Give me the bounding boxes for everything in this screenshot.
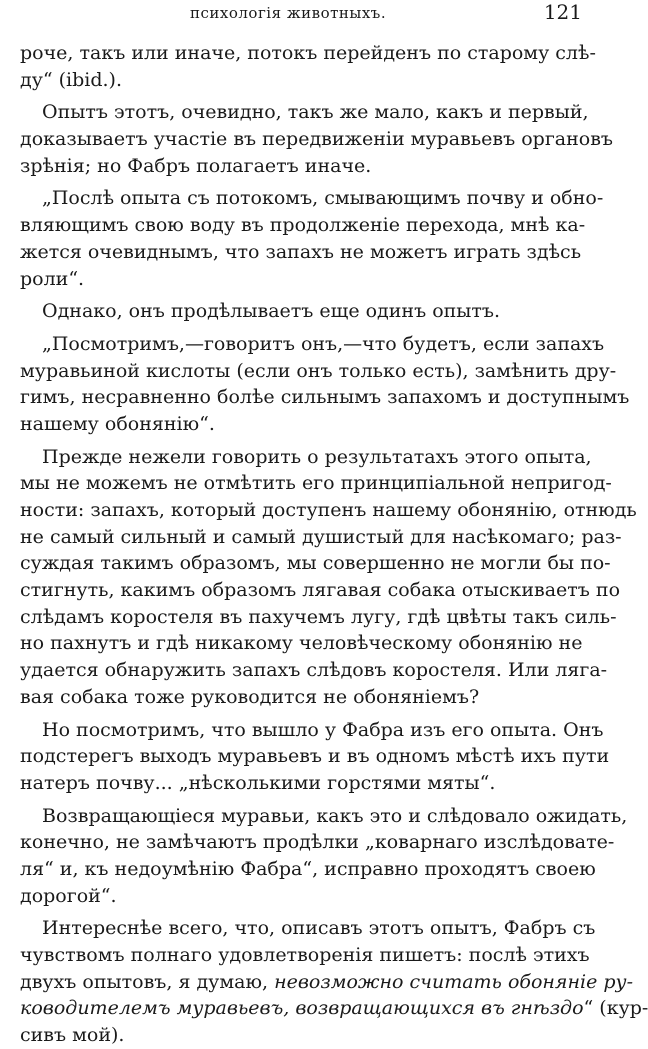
text-line: вая собака тоже руководится не обоняніемъ? (20, 685, 480, 708)
text-line: Прежде нежели говорить о результатахъ этого опыта, (42, 445, 592, 468)
text-line: мы не можемъ не отмѣтить его принципіальной непригод- (20, 472, 612, 495)
text-line: роли“. (20, 267, 85, 290)
text-line: зрѣнія; но Фабръ полагаетъ иначе. (20, 154, 372, 177)
text-line: но пахнутъ и гдѣ никакому человѣческому обонянію не (20, 632, 583, 655)
body-text (20, 40, 648, 1049)
text-line: суждая такимъ образомъ, мы совершенно не могли бы по- (20, 552, 611, 575)
text-line: роче, такъ или иначе, потокъ перейденъ по старому слѣ- (20, 42, 596, 64)
running-head: психологія животныхъ. (190, 4, 387, 22)
text-line: Но посмотримъ, что вышло у Фабра изъ его опыта. Онъ (42, 718, 604, 741)
text-line: стигнуть, какимъ образомъ лягавая собака отыскиваетъ по (20, 579, 621, 602)
text-line: не самый сильный и самый душистый для насѣкомаго; раз- (20, 525, 622, 548)
text-line: нашему обонянію“. (20, 412, 215, 435)
text-line: гимъ, несравненно болѣе сильнымъ запахомъ и доступнымъ (20, 386, 630, 409)
text-line: чувствомъ полнаго удовлетворенія пишетъ: послѣ этихъ (20, 944, 590, 966)
text-line: ля“ и, къ недоумѣнію Фабра“, исправно проходятъ своею (20, 857, 596, 880)
text-line: ности: запахъ, который доступенъ нашему обонянію, отнюдь (20, 499, 637, 521)
text-line: сивъ мой). (20, 1024, 125, 1047)
text-line: „Послѣ опыта съ потокомъ, смывающимъ почву и обно- (42, 187, 604, 210)
text-line: ду“ (ibid.). (20, 68, 123, 91)
text-line: слѣдамъ коростеля въ пахучемъ лугу, гдѣ цвѣты такъ силь- (20, 605, 617, 628)
text-line: удается обнаружить запахъ слѣдовъ коростеля. Или ляга- (20, 659, 608, 682)
text-line: Однако, онъ продѣлываетъ еще одинъ опытъ. (42, 300, 501, 323)
text-line: доказываетъ участіе въ передвиженіи муравьевъ органовъ (20, 128, 614, 151)
text-line: Возвращающіеся муравьи, какъ это и слѣдовало ожидать, (42, 804, 628, 827)
page-number: 121 (543, 0, 582, 24)
text-line: конечно, не замѣчаютъ продѣлки „коварнаго изслѣдовате- (20, 831, 615, 854)
text-line: Интереснѣе всего, что, описавъ этотъ опытъ, Фабръ съ (42, 917, 596, 940)
text-line: натеръ почву... „нѣсколькими горстями мяты“. (20, 771, 496, 794)
page-header (0, 0, 620, 26)
text-line: двухъ опытовъ, я думаю, невозможно считать обоняніе ру- (20, 970, 633, 993)
text-line: дорогой“. (20, 884, 117, 907)
text-line: „Посмотримъ,—говоритъ онъ,—что будетъ, если запахъ (42, 332, 605, 355)
text-line: вляющимъ свою воду въ продолженіе перехода, мнѣ ка- (20, 214, 586, 237)
text-line: подстерегъ выходъ муравьевъ и въ одномъ мѣстѣ ихъ пути (20, 745, 610, 768)
text-line: муравьиной кислоты (если онъ только есть), замѣнить дру- (20, 359, 617, 382)
italic-span: невозможно считать обоняніе ру- (274, 970, 633, 993)
italic-span: ководителемъ муравьевъ, возвращающихся въ гнѣздо (20, 997, 584, 1020)
text-line: жется очевиднымъ, что запахъ не можетъ играть здѣсь (20, 240, 582, 263)
text-line: ководителемъ муравьевъ, возвращающихся въ гнѣздо“ (кур- (20, 997, 648, 1020)
text-line: Опытъ этотъ, очевидно, такъ же мало, какъ и первый, (42, 101, 589, 124)
